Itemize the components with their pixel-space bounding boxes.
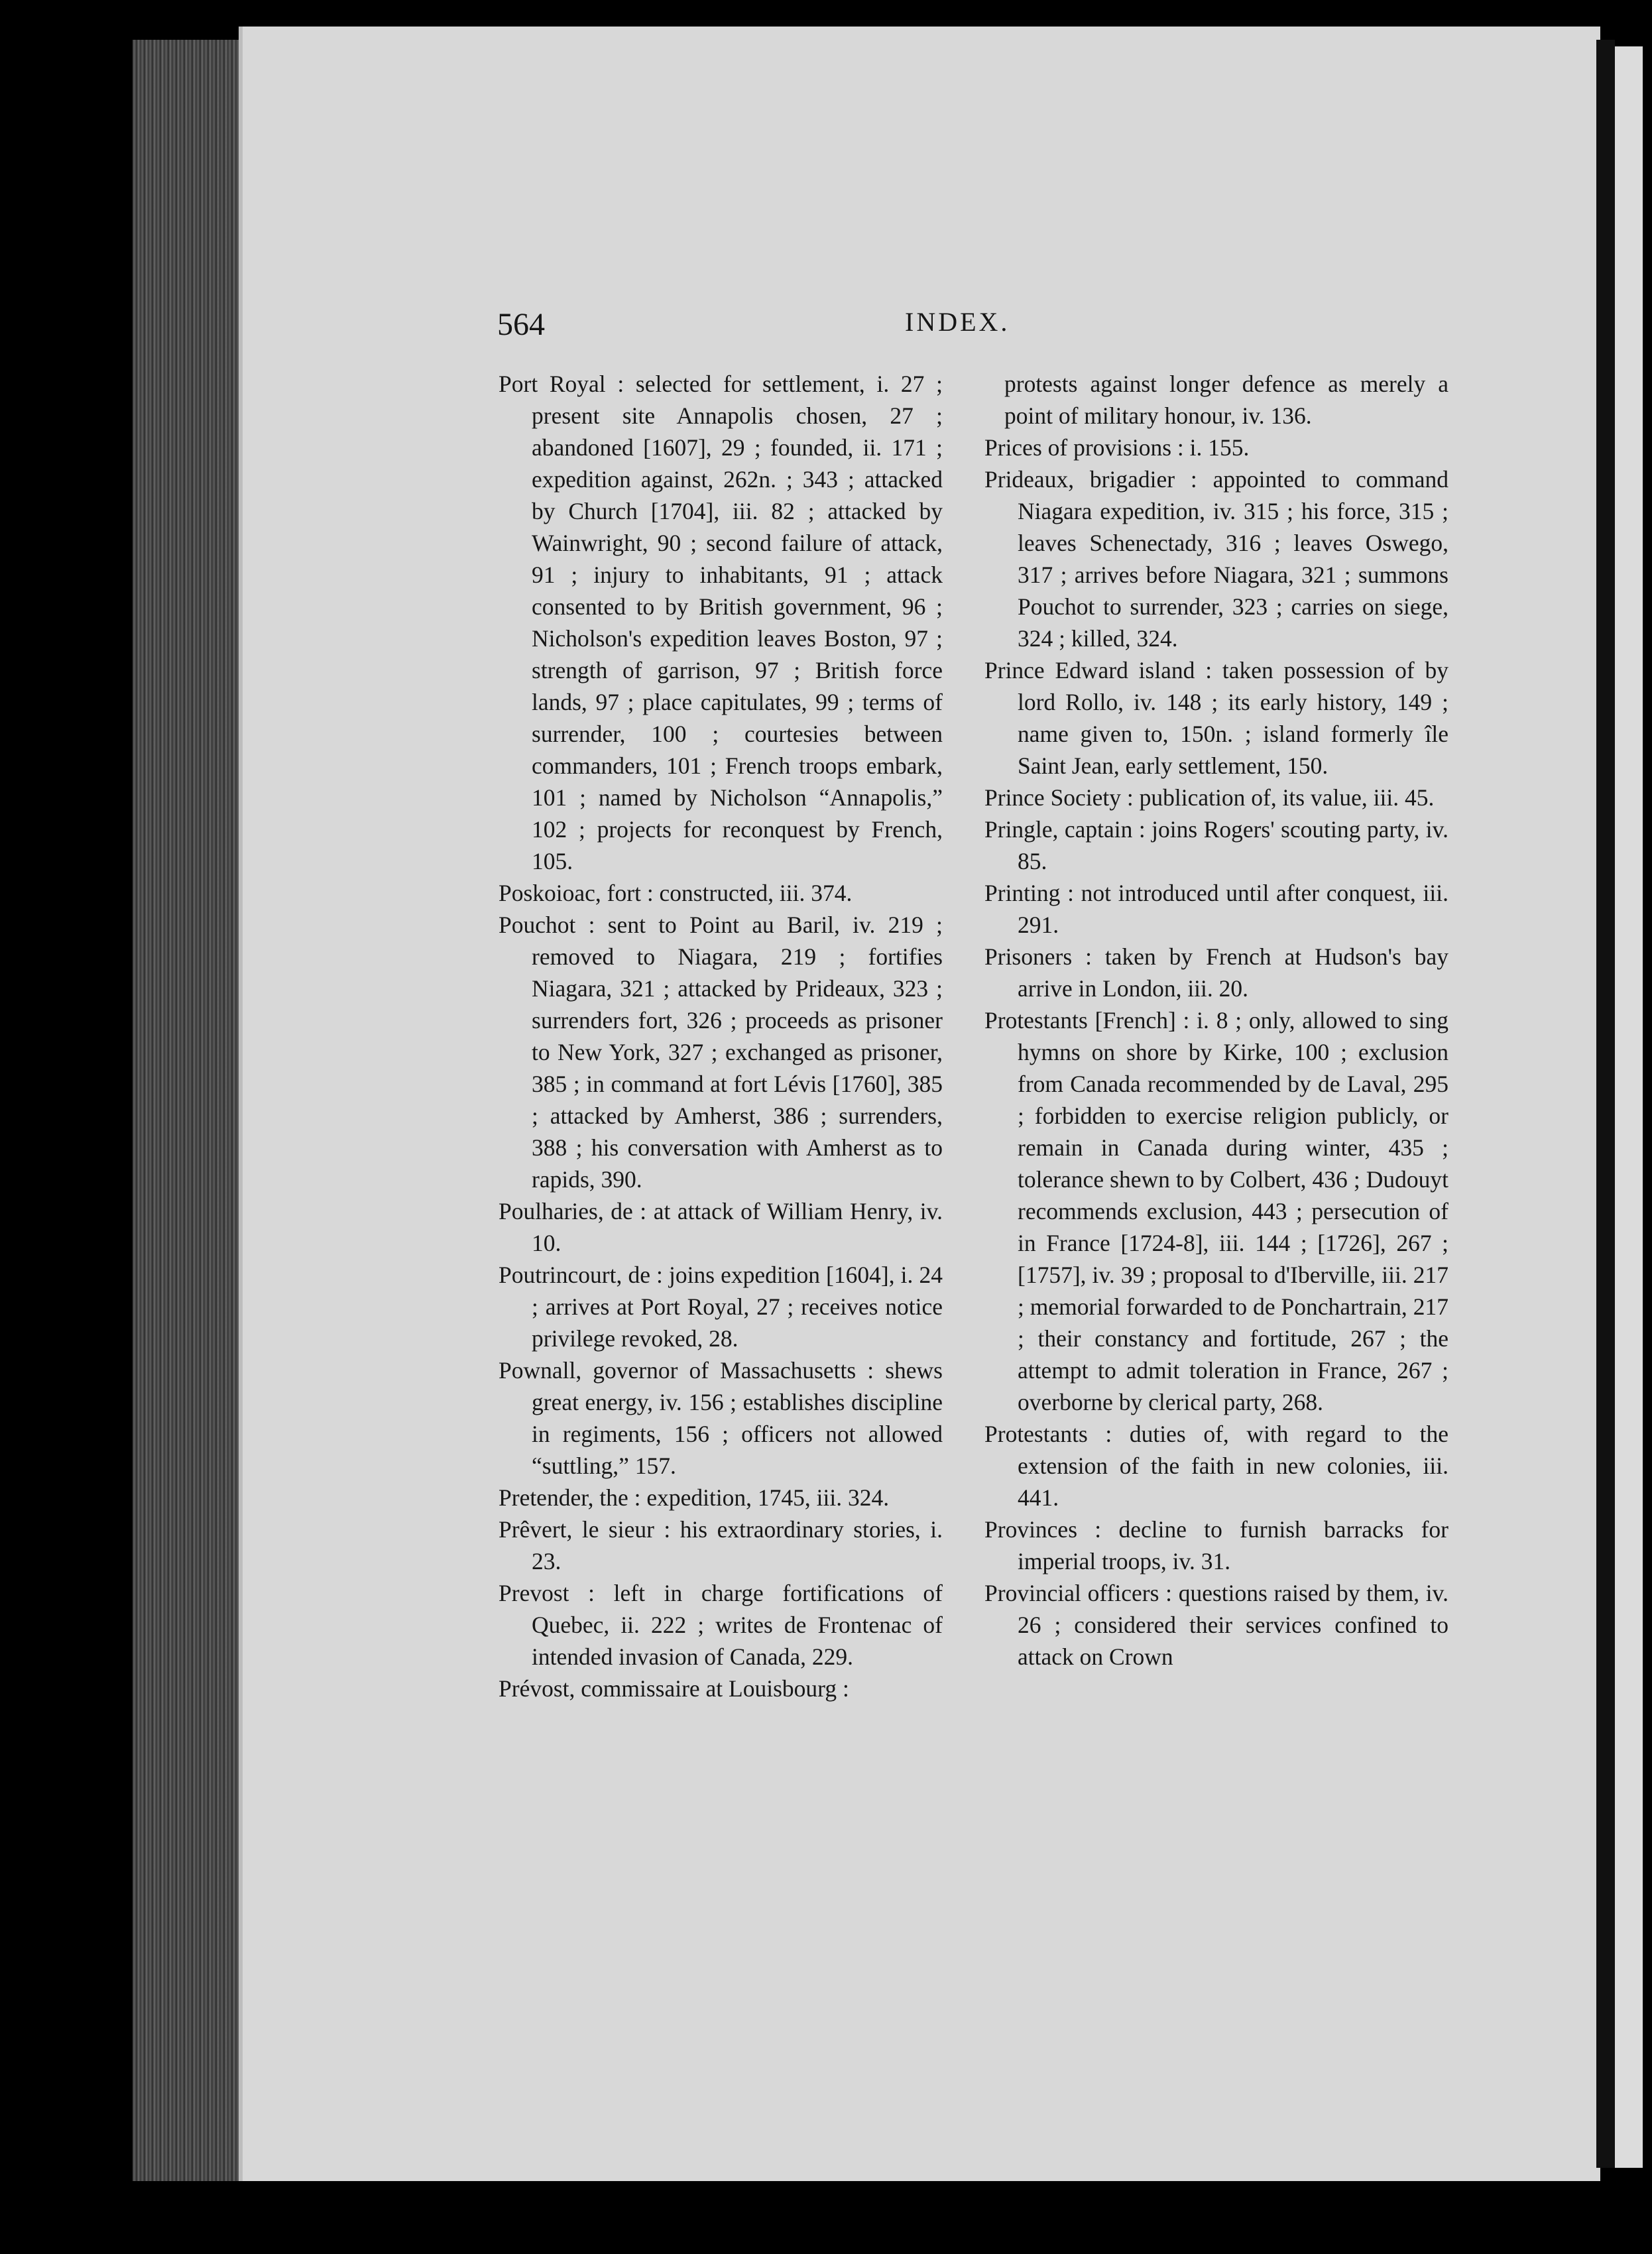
index-entry: Port Royal : selected for settlement, i. 27 ; present site Annapolis chosen, 27 ; abandoned [1607], 29 ; founded, ii. 171 ; expedition against, 262n. ; 343 ; attacked by Church [1704], iii. 82 ; attacked by Wainwright, 90 ; second failure of attack, 91 ; injury to inhabitants, 91 ; attack consented to by British government, 96 ; Nicholson's expedition leaves Boston, 97 ; strength of garrison, 97 ; British force lands, 97 ; place capitulates, 99 ; terms of surrender, 100 ; courtesies between commanders, 101 ; French troops embark, 101 ; named by Nicholson “Annapolis,” 102 ; projects for reconquest by French, 105. <box>499 371 943 874</box>
index-entry: Protestants : duties of, with regard to the extension of the faith in new colonies, iii. 441. <box>984 1421 1448 1511</box>
page-gutter-shadow <box>1596 40 1615 2168</box>
index-entry-continued: protests against longer defence as merely a point of military honour, iv. 136. <box>1004 371 1448 429</box>
page-number: 564 <box>497 307 545 342</box>
index-entry: Pretender, the : expedition, 1745, iii. 324. <box>499 1484 890 1511</box>
index-entry: Prince Society : publication of, its value, iii. 45. <box>984 784 1435 811</box>
index-entry: Provinces : decline to furnish barracks for imperial troops, iv. 31. <box>984 1516 1448 1574</box>
book-page-edges <box>133 40 239 2181</box>
index-entry: Prideaux, brigadier : appointed to command Niagara expedition, iv. 315 ; his force, 315 ; leaves Schenectady, 316 ; leaves Oswego, 317 ; arrives before Niagara, 321 ; summons Pouchot to surrender, 323 ; carries on siege, 324 ; killed, 324. <box>984 466 1448 652</box>
index-entry: Poutrincourt, de : joins expedition [1604], i. 24 ; arrives at Port Royal, 27 ; receives notice privilege revoked, 28. <box>499 1262 943 1352</box>
index-entry: Protestants [French] : i. 8 ; only, allowed to sing hymns on shore by Kirke, 100 ; exclusion from Canada recommended by de Laval, 295 ; forbidden to exercise religion publicly, or remain in Canada during winter, 435 ; tolerance shewn to by Colbert, 436 ; Dudouyt recommends exclusion, 443 ; persecution of in France [1724-8], iii. 144 ; [1726], 267 ; [1757], iv. 39 ; proposal to d'Iberville, iii. 217 ; memorial forwarded to de Ponchartrain, 217 ; their constancy and fortitude, 267 ; the attempt to admit toleration in France, 267 ; overborne by clerical party, 268. <box>984 1007 1448 1415</box>
index-entry: Prisoners : taken by French at Hudson's bay arrive in London, iii. 20. <box>984 943 1448 1002</box>
index-entry: Prévost, commissaire at Louisbourg : <box>499 1675 849 1702</box>
facing-page-edge <box>1615 46 1643 2168</box>
index-entry: Printing : not introduced until after conquest, iii. 291. <box>984 880 1448 938</box>
index-entry: Poulharies, de : at attack of William Henry, iv. 10. <box>499 1198 943 1256</box>
index-entry: Pouchot : sent to Point au Baril, iv. 219 ; removed to Niagara, 219 ; fortifies Niagara, 321 ; attacked by Prideaux, 323 ; surrenders fort, 326 ; proceeds as prisoner to New York, 327 ; exchanged as prisoner, 385 ; in command at fort Lévis [1760], 385 ; attacked by Amherst, 386 ; surrenders, 388 ; his conversation with Amherst as to rapids, 390. <box>499 912 943 1193</box>
running-head <box>497 306 1478 346</box>
running-title: INDEX. <box>905 307 1010 337</box>
index-entry: Pownall, governor of Massachusetts : shews great energy, iv. 156 ; establishes discipline in regiments, 156 ; officers not allowed “suttling,” 157. <box>499 1357 943 1479</box>
index-entry: Pringle, captain : joins Rogers' scouting party, iv. 85. <box>984 816 1448 874</box>
index-entry: Prince Edward island : taken possession of by lord Rollo, iv. 148 ; its early history, 149 ; name given to, 150n. ; island formerly île Saint Jean, early settlement, 150. <box>984 657 1448 779</box>
index-entry: Prices of provisions : i. 155. <box>984 434 1250 461</box>
index-entry: Prevost : left in charge fortifications of Quebec, ii. 222 ; writes de Frontenac of intended invasion of Canada, 229. <box>499 1580 943 1670</box>
index-entry: Poskoioac, fort : constructed, iii. 374. <box>499 880 853 906</box>
index-entry: Prêvert, le sieur : his extraordinary stories, i. 23. <box>499 1516 943 1574</box>
index-column-left <box>499 368 943 1704</box>
index-entry: Provincial officers : questions raised by them, iv. 26 ; considered their services confined to attack on Crown <box>984 1580 1448 1670</box>
index-column-right <box>984 368 1448 1673</box>
